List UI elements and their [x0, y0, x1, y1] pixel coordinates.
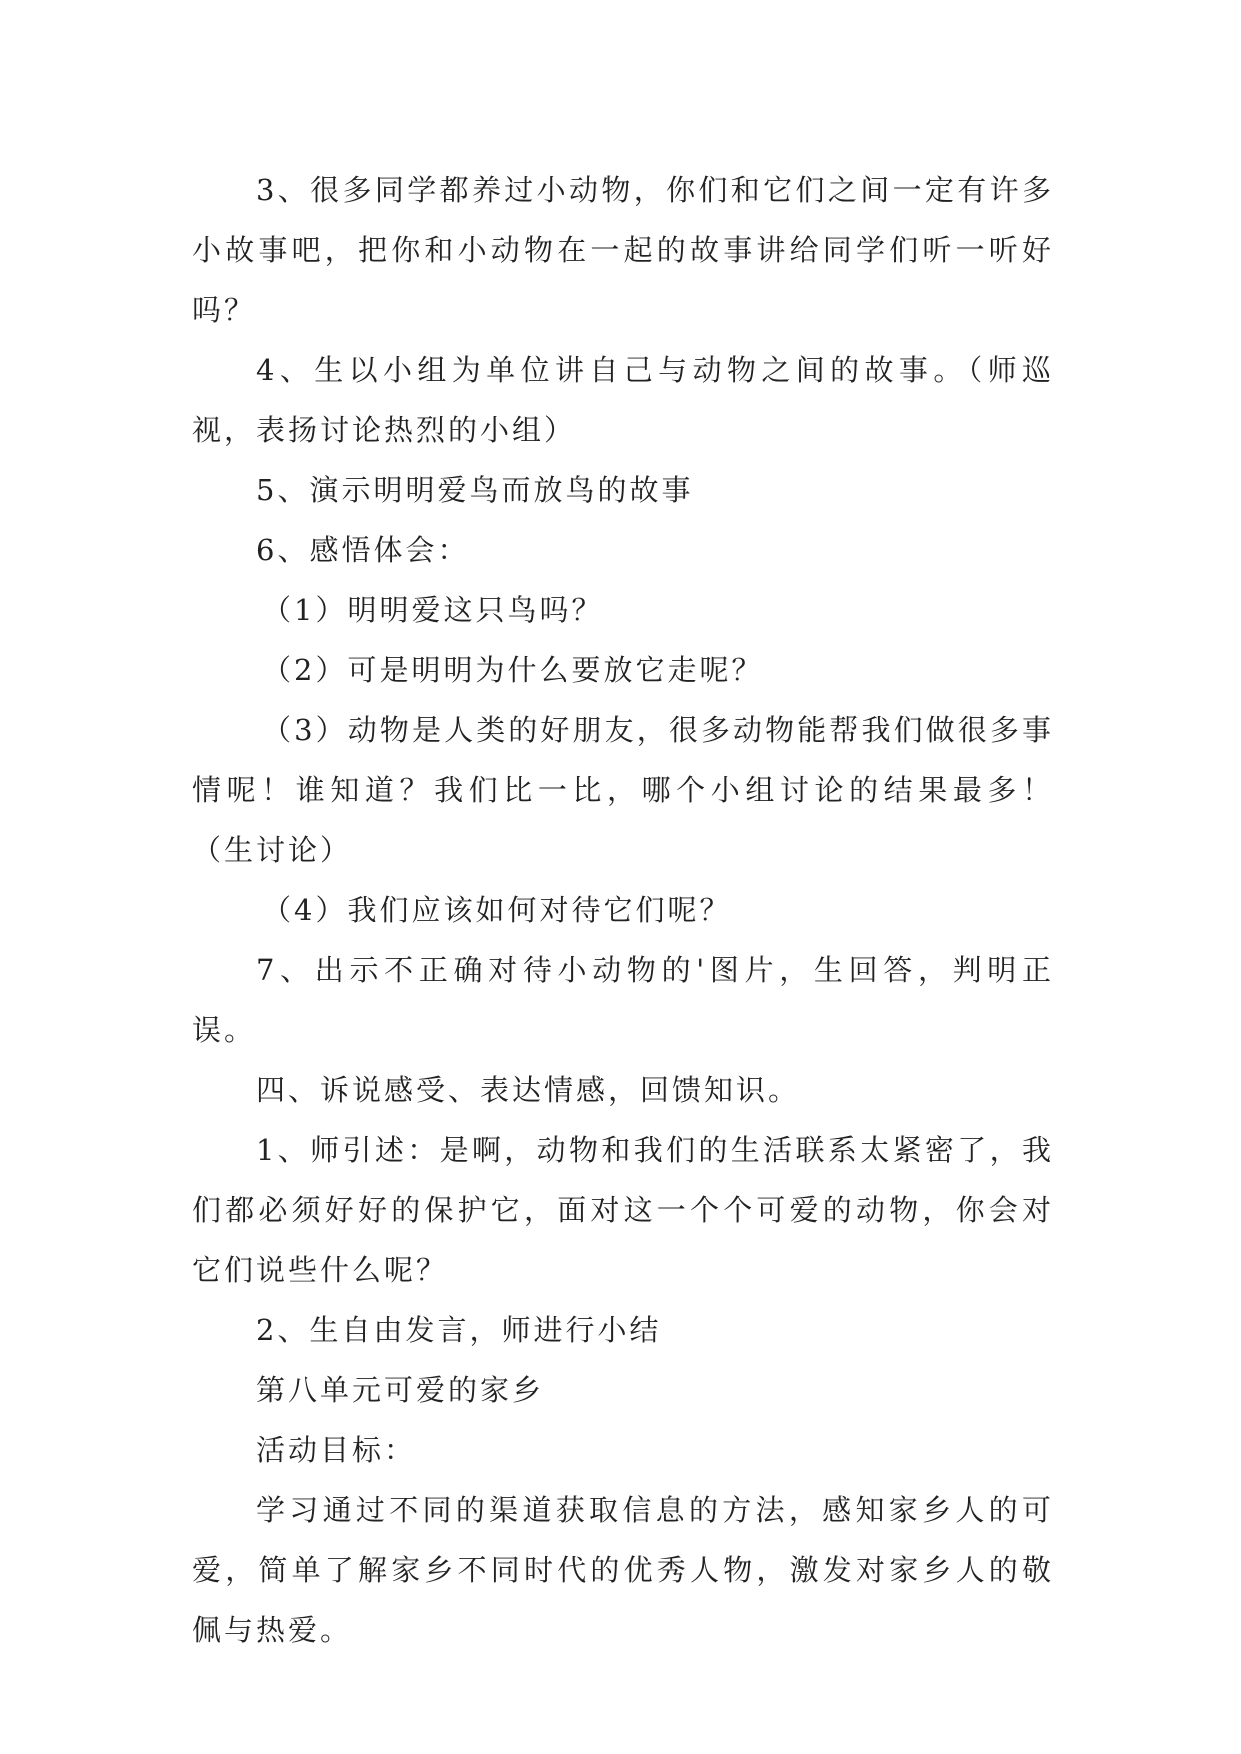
paragraph: 2、生自由发言，师进行小结 [256, 1313, 662, 1347]
section-heading: 活动目标： [256, 1433, 417, 1467]
paragraph: 6、感悟体会： [256, 533, 470, 567]
paragraph: （3）动物是人类的好朋友，很多动物能帮我们做很多事情呢！谁知道？我们比一比，哪个小组讨论的结果最多！（生讨论） [192, 713, 1054, 867]
paragraph: （1）明明爱这只鸟吗？ [262, 593, 604, 627]
paragraph: 4、生以小组为单位讲自己与动物之间的故事。（师巡视，表扬讨论热烈的小组） [192, 353, 1054, 447]
paragraph: 学习通过不同的渠道获取信息的方法，感知家乡人的可爱，简单了解家乡不同时代的优秀人物，激发对家乡人的敬佩与热爱。 [192, 1493, 1054, 1647]
paragraph: （4）我们应该如何对待它们呢？ [262, 893, 732, 927]
paragraph: 1、师引述：是啊，动物和我们的生活联系太紧密了，我们都必须好好的保护它，面对这一个个可爱的动物，你会对它们说些什么呢？ [192, 1133, 1054, 1287]
paragraph: 3、很多同学都养过小动物，你们和它们之间一定有许多小故事吧，把你和小动物在一起的故事讲给同学们听一听好吗？ [192, 173, 1054, 327]
unit-title: 第八单元可爱的家乡 [256, 1373, 545, 1407]
document-body [192, 160, 1054, 1660]
paragraph: 5、演示明明爱鸟而放鸟的故事 [256, 473, 694, 507]
section-heading: 四、诉说感受、表达情感，回馈知识。 [256, 1073, 801, 1107]
paragraph: 7、出示不正确对待小动物的'图片，生回答，判明正误。 [192, 953, 1054, 1047]
paragraph: （2）可是明明为什么要放它走呢？ [262, 653, 764, 687]
